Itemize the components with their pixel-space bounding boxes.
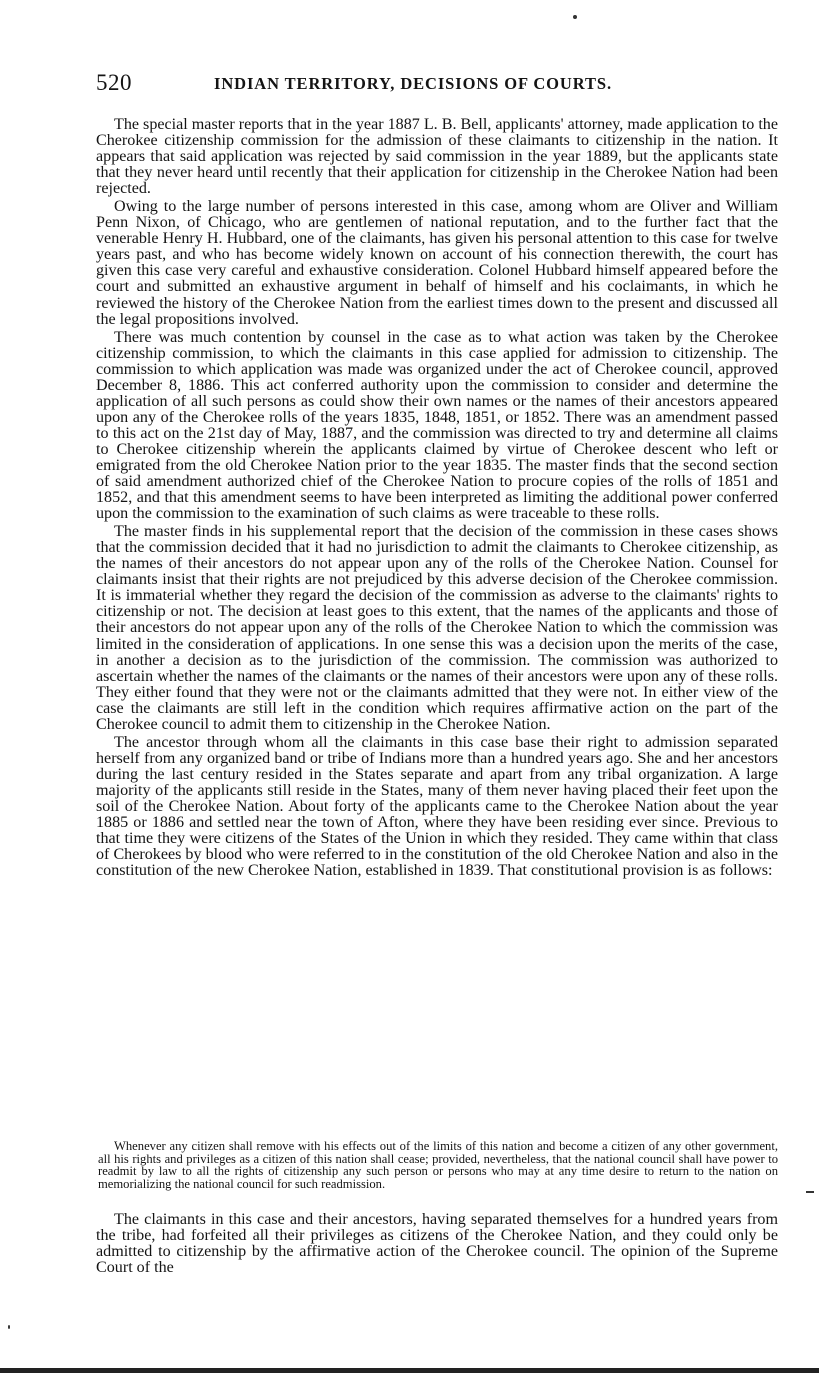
- scan-speck-mark: [8, 1325, 10, 1329]
- paragraph: The ancestor through whom all the claimants in this case base their right to admission separated herself from any organized band or tribe of Indians more than a hundred years ago. She and her ancestors during the last century resided in the States separate and apart from any tribal organization. A large majority of the applicants still reside in the States, many of them never having placed their feet upon the soil of the Cherokee Nation. About forty of the applicants came to the Cherokee Nation about the year 1885 or 1886 and settled near the town of Afton, where they have been residing ever since. Previous to that time they were citizens of the States of the Union in which they resided. They came within that class of Cherokees by blood who were referred to in the constitution of the old Cherokee Nation and also in the constitution of the new Cherokee Nation, established in 1839. That constitutional provision is as follows:: [96, 733, 778, 880]
- block-quote: [98, 1140, 778, 1190]
- paragraph: The master finds in his supplemental report that the decision of the commission in these cases shows that the commission decided that it had no jurisdiction to admit the claimants to Cherokee citizenship, as the names of their ancestors do not appear upon any of the rolls of the Cherokee Nation. Counsel for claimants insist that their rights are not prejudiced by this adverse decision of the Cherokee commission. It is immaterial whether they regard the decision of the commission as adverse to the claimants' rights to citizenship or not. The decision at least goes to this extent, that the names of the applicants and those of their ancestors do not appear upon any of the rolls of the Cherokee Nation to which the commission was limited in the consideration of applications. In one sense this was a decision upon the merits of the case, in another a decision as to the jurisdiction of the commission. The commission was authorized to ascertain whether the names of the claimants or the names of their ancestors were upon any of these rolls. They either found that they were not or the claimants admitted that they were not. In either view of the case the claimants are still left in the condition which requires affirmative action on the part of the Cherokee council to admit them to citizenship in the Cherokee Nation.: [96, 523, 778, 733]
- quote-text: Whenever any citizen shall remove with his effects out of the limits of this nation and become a citizen of any other government, all his rights and privileges as a citizen of this nation shall cease; provided, nevertheless, that the national council shall have power to readmit by law to all the rights of citizenship any such person or persons who may at any time desire to return to the nation on memorializing the national council for such readmission.: [98, 1139, 778, 1191]
- paragraph: There was much contention by counsel in the case as to what action was taken by the Cherokee citizenship commission, to which the claimants in this case applied for admission to citizenship. The commission to which application was made was organized under the act of Cherokee council, approved December 8, 1886. This act conferred authority upon the commission to consider and determine the application of all such persons as could show their own names or the names of their ancestors appeared upon any of the Cherokee rolls of the years 1835, 1848, 1851, or 1852. There was an amendment passed to this act on the 21st day of May, 1887, and the commission was directed to try and determine all claims to Cherokee citizenship wherein the applicants claimed by virtue of Cherokee descent who left or emigrated from the old Cherokee Nation prior to the year 1835. The master finds that the second section of said amendment authorized chief of the Cherokee Nation to procure copies of the rolls of 1851 and 1852, and that this amendment seems to have been interpreted as limiting the additional power conferred upon the commission to the examination of such claims as were traceable to these rolls.: [96, 328, 778, 523]
- margin-mark: [806, 1191, 814, 1193]
- scan-bottom-edge: [0, 1368, 819, 1373]
- paragraph: The special master reports that in the year 1887 L. B. Bell, applicants' attorney, made application to the Cherokee citizenship commission for the admission of these claimants to citizenship in the nation. It appears that said application was rejected by said commission in the year 1889, but the applicants state that they never heard until recently that their application for citizenship in the Cherokee Nation had been rejected.: [96, 116, 778, 198]
- running-head: INDIAN TERRITORY, DECISIONS OF COURTS.: [214, 74, 612, 93]
- page-header: [96, 70, 786, 100]
- scan-speck-mark: [573, 15, 577, 19]
- body-text: [96, 117, 778, 879]
- page-number: 520: [96, 70, 132, 95]
- paragraph: Owing to the large number of persons interested in this case, among whom are Oliver and William Penn Nixon, of Chicago, who are gentlemen of national reputation, and to the further fact that the venerable Henry H. Hubbard, one of the claimants, has given his personal attention to this case for twelve years past, and who has become widely known on account of his connection therewith, the court has given this case very careful and exhaustive consideration. Colonel Hubbard himself appeared before the court and submitted an exhaustive argument in behalf of himself and his coclaimants, in which he reviewed the history of the Cherokee Nation from the earliest times down to the present and discussed all the legal propositions involved.: [96, 198, 778, 328]
- paragraph: The claimants in this case and their ancestors, having separated themselves for a hundred years from the tribe, had forfeited all their privileges as citizens of the Cherokee Nation, and they could only be admitted to citizenship by the affirmative action of the Cherokee council. The opinion of the Supreme Court of the: [96, 1211, 778, 1277]
- closing-text: [96, 1212, 778, 1276]
